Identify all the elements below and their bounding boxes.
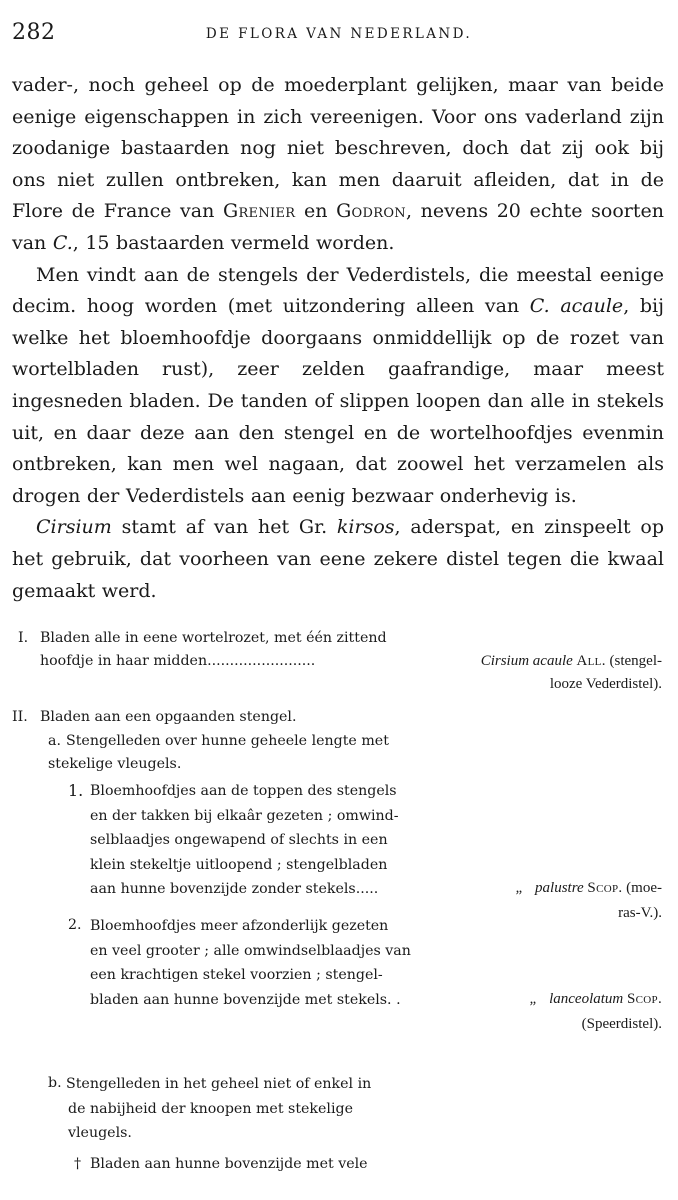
key-line: stekelige vleugels. — [48, 756, 182, 772]
result-author: Scop. — [587, 880, 623, 896]
ditto-mark: „ — [515, 880, 524, 896]
paragraph-1-text-c: , nevens 20 echte soorten van — [12, 200, 664, 254]
result-common-name: (stengel- — [609, 653, 662, 669]
running-title: DE FLORA VAN NEDERLAND. — [205, 26, 473, 42]
result-name: lanceolatum — [549, 991, 624, 1007]
key-line: Bladen aan hunne bovenzijde met vele — [90, 1156, 368, 1172]
paragraph-1-text-b: en — [295, 200, 337, 223]
result-acaule — [481, 650, 662, 673]
key-line-text: hoofdje in haar midden — [40, 653, 208, 669]
result-palustre — [515, 877, 662, 900]
key-number: 2. — [68, 917, 82, 933]
paragraph-2-text-b: , bij welke het bloemhoofdje doorgaans onmiddellijk op de rozet van wortelbladen rust), zeer zelden gaafrandige, maar meest ingesneden bladen. De tanden of slippen loopen dan alle in stekels uit, en daar deze aan den stengel en de wortelhoofdjes evenmin ontbreken, kan men wel nagaan, dat zoowel het verzamelen als drogen der Vederdistels aan eenig bezwaar onderhevig is. — [12, 295, 664, 507]
paragraph-1-text-a: vader-, noch geheel op de moederplant gelijken, maar van beide eenige eigenschappen in zich vereenigen. Voor ons vaderland zijn zoodanige bastaarden nog niet beschreven, doch dat zij ook bij ons niet zullen ontbreken, kan men daaruit afleiden, dat in de Flore de France van — [12, 74, 664, 223]
greek-word: kirsos — [336, 516, 395, 539]
author-grenier: Grenier — [222, 200, 296, 223]
result-common-continued: looze Vederdistel). — [549, 676, 662, 692]
key-line: Bladen aan een opgaanden stengel. — [40, 709, 297, 725]
page-number: 282 — [12, 20, 56, 45]
key-line: bladen aan hunne bovenzijde met stekels. . — [90, 991, 401, 1008]
result-lanceolatum — [530, 988, 663, 1011]
key-line: de nabijheid der knoopen met stekelige — [68, 1100, 353, 1117]
result-author: All. — [576, 653, 606, 669]
key-line: Stengelleden over hunne geheele lengte met — [66, 733, 389, 749]
key-number: II. — [12, 709, 28, 725]
author-godron: Godron — [336, 200, 406, 223]
key-line: en der takken bij elkaâr gezeten ; omwind- — [90, 807, 399, 824]
key-line: aan hunne bovenzijde zonder stekels..... — [90, 881, 379, 897]
key-line: Bloemhoofdjes meer afzonderlijk gezeten — [90, 918, 389, 934]
key-line: selblaadjes ongewapend of slechts in een — [90, 832, 388, 848]
page-header — [12, 20, 666, 50]
genus-abbrev: C. — [52, 231, 73, 254]
key-line: en veel grooter ; alle omwindselblaadjes van — [90, 942, 411, 959]
result-name: Cirsium acaule — [480, 653, 573, 669]
result-common-name: (moe- — [626, 880, 662, 896]
paragraph-3-text-a: stamt af van het Gr. — [111, 516, 337, 539]
body-text — [12, 70, 664, 607]
key-letter: a. — [48, 733, 61, 749]
dot-leader: ........................ — [207, 653, 316, 669]
result-name: palustre — [535, 880, 584, 896]
key-line: Bloemhoofdjes aan de toppen des stengels — [90, 783, 397, 799]
paragraph-3-text-b: , aderspat, en zinspeelt op het gebruik, dat voorheen van eene zekere distel tegen die kwaal gemaakt werd. — [12, 516, 664, 602]
paragraph-2-text-a: Men vindt aan de stengels der Vederdistels, die meestal eenige decim. hoog worden (met uitzondering alleen van — [12, 263, 664, 318]
key-line: klein stekeltje uitloopend ; stengelbladen — [90, 856, 388, 873]
key-line: Bladen alle in eene wortelrozet, met één zittend — [40, 630, 387, 646]
key-number: 1. — [68, 781, 84, 800]
key-line: een krachtigen stekel voorzien ; stengel- — [90, 967, 383, 983]
key-line: vleugels. — [68, 1125, 132, 1141]
key-line: Stengelleden in het geheel niet of enkel in — [66, 1076, 372, 1092]
result-author: Scop. — [627, 991, 662, 1007]
paragraph-1 — [12, 70, 664, 260]
result-common-name: (Speerdistel). — [581, 1016, 662, 1032]
ditto-mark: „ — [529, 991, 538, 1007]
dagger-mark: † — [74, 1156, 82, 1172]
paragraph-3 — [12, 512, 664, 607]
paragraph-2 — [12, 260, 664, 513]
key-letter: b. — [48, 1075, 62, 1091]
species-c-acaule: C. acaule — [529, 295, 624, 318]
key-number: I. — [18, 630, 29, 646]
genus-cirsium: Cirsium — [36, 516, 112, 539]
result-common-continued: ras-V.). — [618, 905, 662, 921]
paragraph-1-text-d: , 15 bastaarden vermeld worden. — [72, 231, 395, 254]
